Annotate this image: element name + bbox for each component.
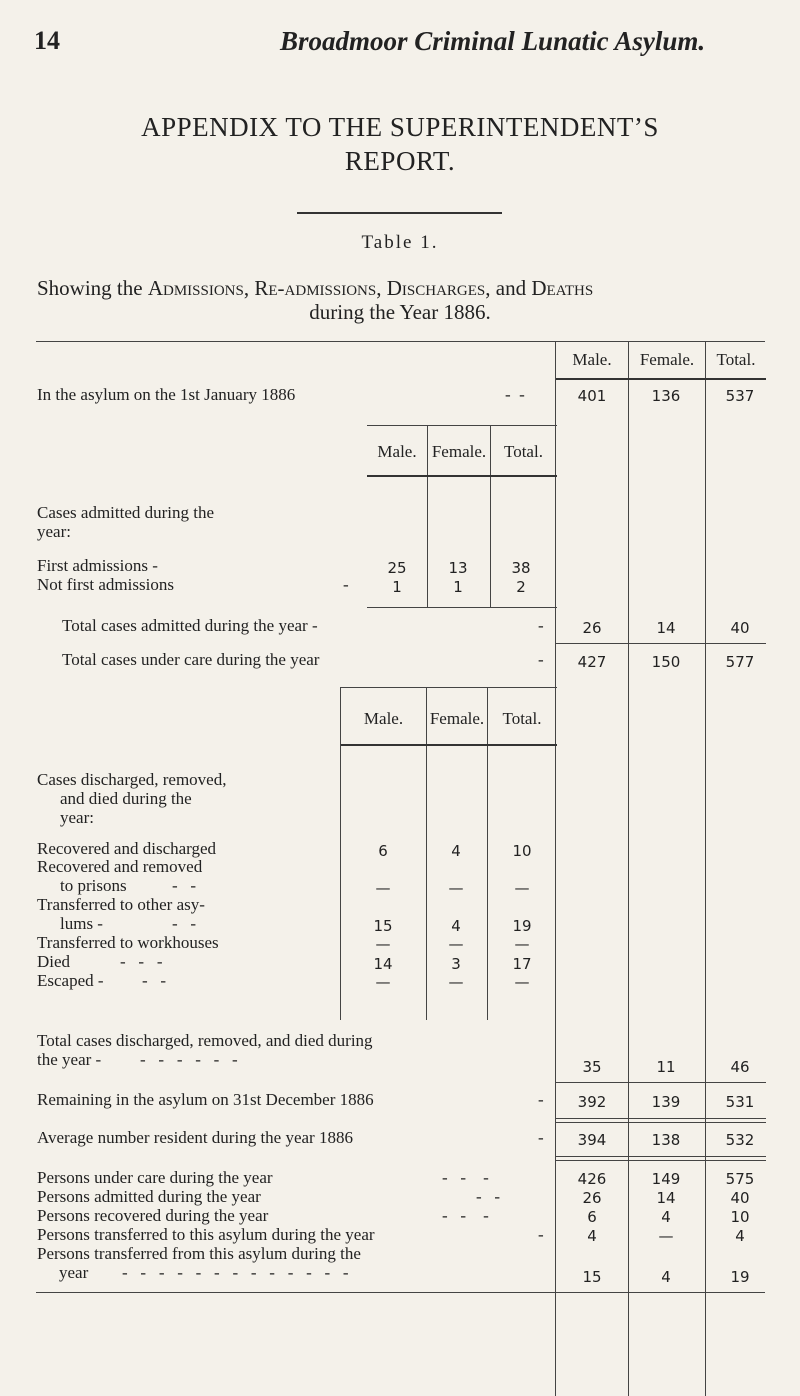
row-label-persons-recovered: Persons recovered during the year xyxy=(37,1206,269,1225)
subtable2-left-rule xyxy=(340,687,341,1020)
subheader1-female: Female. xyxy=(431,442,487,461)
row-label-prisons-1: Recovered and removed xyxy=(37,857,203,876)
row-label-asylums-2: lums - xyxy=(60,914,103,933)
row-label-average: Average number resident during the year 1886 xyxy=(37,1128,353,1147)
table-top-rule xyxy=(36,341,765,342)
cell-pfrom-female: 4 xyxy=(661,1268,671,1286)
row-label-remaining: Remaining in the asylum on 31st December 1886 xyxy=(37,1090,374,1109)
cell-average-total: 532 xyxy=(725,1131,755,1149)
row-dashes-persons-admitted: - - xyxy=(476,1187,501,1206)
row-dash-total-admitted: - xyxy=(538,616,544,635)
page-title-line1: APPENDIX TO THE SUPERINTENDENT’S xyxy=(141,112,659,142)
subtable2-header-rule xyxy=(341,744,557,746)
admitted-heading-1: Cases admitted during the xyxy=(37,503,215,522)
row-dash-persons-transferred-to: - xyxy=(538,1225,544,1244)
row-dashes-persons-transferred-from: - - - - - - - - - - - - - xyxy=(122,1263,349,1282)
row-label-persons-admitted: Persons admitted during the year xyxy=(37,1187,261,1206)
row-dash-average: - xyxy=(538,1128,544,1147)
subheader1-total: Total. xyxy=(504,442,543,461)
cell-admitted-male: 26 xyxy=(582,619,602,637)
row-dash-under-care: - xyxy=(538,650,544,669)
cell-admitted-total: 40 xyxy=(730,619,750,637)
rule-before-remaining xyxy=(556,1082,766,1083)
row-label-persons-transferred-from-2: year xyxy=(59,1263,89,1282)
cell-precovered-female: 4 xyxy=(661,1208,671,1226)
row-dashes-persons-care: - - - xyxy=(442,1168,489,1187)
subtable1-bottom-rule xyxy=(367,607,557,608)
row-label-prisons-2: to prisons xyxy=(60,876,127,895)
cell-recovered-male: 6 xyxy=(378,842,388,860)
cell-recovered-female: 4 xyxy=(451,842,461,860)
cell-pcare-total: 575 xyxy=(725,1170,755,1188)
cell-precovered-total: 10 xyxy=(730,1208,750,1226)
row-label-start: In the asylum on the 1st January 1886 xyxy=(37,385,296,404)
admitted-heading-2: year: xyxy=(37,522,71,541)
row-dashes-died: - - - xyxy=(120,952,163,971)
cell-admitted-female: 14 xyxy=(656,619,676,637)
cell-remaining-total: 531 xyxy=(725,1093,755,1111)
cell-discharged-female: 11 xyxy=(656,1058,676,1076)
row-dashes-prisons: - - xyxy=(172,876,197,895)
cell-padmitted-total: 40 xyxy=(730,1189,750,1207)
row-label-total-discharged-2: the year - xyxy=(37,1050,102,1069)
cell-start-total: 537 xyxy=(725,387,755,405)
cell-died-total: 17 xyxy=(512,955,532,973)
row-dashes-start: - - xyxy=(505,385,525,404)
subtitle-showing: Showing the xyxy=(37,276,143,300)
cell-discharged-total: 46 xyxy=(730,1058,750,1076)
header-male: Male. xyxy=(572,350,612,369)
cell-prisons-male: — xyxy=(375,879,391,897)
cell-prisons-female: — xyxy=(448,879,464,897)
table-subtitle-line1 xyxy=(37,276,593,301)
row-label-first-admissions: First admissions - xyxy=(37,556,158,575)
row-label-persons-transferred-from-1: Persons transferred from this asylum during the xyxy=(37,1244,361,1263)
row-label-workhouses: Transferred to workhouses xyxy=(37,933,219,952)
cell-escaped-female: — xyxy=(448,973,464,991)
cell-escaped-male: — xyxy=(375,973,391,991)
row-label-total-discharged-1: Total cases discharged, removed, and died during xyxy=(37,1031,373,1050)
subtitle-readmissions: Re-admissions, xyxy=(254,276,382,300)
row-label-under-care: Total cases under care during the year xyxy=(62,650,320,669)
subtable1-header-rule xyxy=(367,475,557,477)
cell-pcare-female: 149 xyxy=(651,1170,681,1188)
cell-pfrom-male: 15 xyxy=(582,1268,602,1286)
header-female: Female. xyxy=(639,350,695,369)
cell-average-female: 138 xyxy=(651,1131,681,1149)
cell-asylums-male: 15 xyxy=(373,917,393,935)
row-label-persons-care: Persons under care during the year xyxy=(37,1168,273,1187)
row-label-asylums-1: Transferred to other asy- xyxy=(37,895,205,914)
subtitle-discharges: Discharges, xyxy=(386,276,491,300)
table-subtitle-line2: during the Year 1886. xyxy=(309,300,491,324)
row-dashes-total-discharged: - - - - - - xyxy=(140,1050,238,1069)
cell-pto-male: 4 xyxy=(587,1227,597,1245)
cell-first-male: 25 xyxy=(387,559,407,577)
cell-asylums-total: 19 xyxy=(512,917,532,935)
subtable2-divider-2 xyxy=(487,687,488,1020)
running-title: Broadmoor Criminal Lunatic Asylum. xyxy=(280,26,706,56)
cell-notfirst-total: 2 xyxy=(516,578,526,596)
table-bottom-rule xyxy=(36,1292,765,1293)
cell-workhouses-male: — xyxy=(375,935,391,953)
subheader2-total: Total. xyxy=(502,709,542,728)
discharged-heading-2: and died during the xyxy=(60,789,192,808)
cell-remaining-female: 139 xyxy=(651,1093,681,1111)
cell-pto-female: — xyxy=(658,1227,674,1245)
cell-recovered-total: 10 xyxy=(512,842,532,860)
cell-start-male: 401 xyxy=(577,387,607,405)
cell-undercare-female: 150 xyxy=(651,653,681,671)
subheader2-male: Male. xyxy=(363,709,404,728)
double-rule-2a xyxy=(556,1156,766,1157)
cell-discharged-male: 35 xyxy=(582,1058,602,1076)
cell-precovered-male: 6 xyxy=(587,1208,597,1226)
cell-padmitted-male: 26 xyxy=(582,1189,602,1207)
table-label: Table 1. xyxy=(361,232,439,253)
cell-notfirst-male: 1 xyxy=(392,578,402,596)
rule-before-under-care xyxy=(556,643,766,644)
subtable1-top-rule xyxy=(367,425,557,426)
cell-undercare-male: 427 xyxy=(577,653,607,671)
page-number: 14 xyxy=(34,26,60,55)
subtitle-deaths: Deaths xyxy=(531,276,594,300)
header-rule xyxy=(556,378,766,380)
cell-pcare-male: 426 xyxy=(577,1170,607,1188)
subtitle-and: and xyxy=(495,276,527,300)
row-label-recovered: Recovered and discharged xyxy=(37,839,217,858)
cell-died-male: 14 xyxy=(373,955,393,973)
cell-workhouses-total: — xyxy=(514,935,530,953)
cell-average-male: 394 xyxy=(577,1131,607,1149)
subtable2-top-rule xyxy=(340,687,557,688)
page-title-line2: REPORT. xyxy=(344,146,456,176)
row-label-died: Died xyxy=(37,952,71,971)
row-dashes-persons-recovered: - - - xyxy=(442,1206,489,1225)
double-rule-2b xyxy=(556,1160,766,1161)
cell-escaped-total: — xyxy=(514,973,530,991)
cell-asylums-female: 4 xyxy=(451,917,461,935)
discharged-heading-1: Cases discharged, removed, xyxy=(37,770,227,789)
cell-prisons-total: — xyxy=(514,879,530,897)
cell-start-female: 136 xyxy=(651,387,681,405)
double-rule-1a xyxy=(556,1118,766,1119)
subtitle-admissions: Admissions, xyxy=(147,276,250,300)
cell-workhouses-female: — xyxy=(448,935,464,953)
row-label-escaped: Escaped - xyxy=(37,971,104,990)
row-dash-remaining: - xyxy=(538,1090,544,1109)
cell-pto-total: 4 xyxy=(735,1227,745,1245)
cell-remaining-male: 392 xyxy=(577,1093,607,1111)
double-rule-1b xyxy=(556,1122,766,1123)
cell-padmitted-female: 14 xyxy=(656,1189,676,1207)
title-rule xyxy=(297,212,502,214)
row-label-total-admitted: Total cases admitted during the year - xyxy=(62,616,318,635)
subheader2-female: Female. xyxy=(429,709,485,728)
discharged-heading-3: year: xyxy=(60,808,94,827)
cell-died-female: 3 xyxy=(451,955,461,973)
cell-notfirst-female: 1 xyxy=(453,578,463,596)
header-total: Total. xyxy=(716,350,756,369)
row-dashes-asylums: - - xyxy=(172,914,197,933)
cell-first-total: 38 xyxy=(511,559,531,577)
row-label-not-first: Not first admissions xyxy=(37,575,174,594)
row-dash-not-first: - xyxy=(343,575,349,594)
cell-first-female: 13 xyxy=(448,559,468,577)
row-label-persons-transferred-to: Persons transferred to this asylum during the year xyxy=(37,1225,375,1244)
subheader1-male: Male. xyxy=(377,442,417,461)
cell-pfrom-total: 19 xyxy=(730,1268,750,1286)
cell-undercare-total: 577 xyxy=(725,653,755,671)
row-dashes-escaped: - - xyxy=(142,971,167,990)
